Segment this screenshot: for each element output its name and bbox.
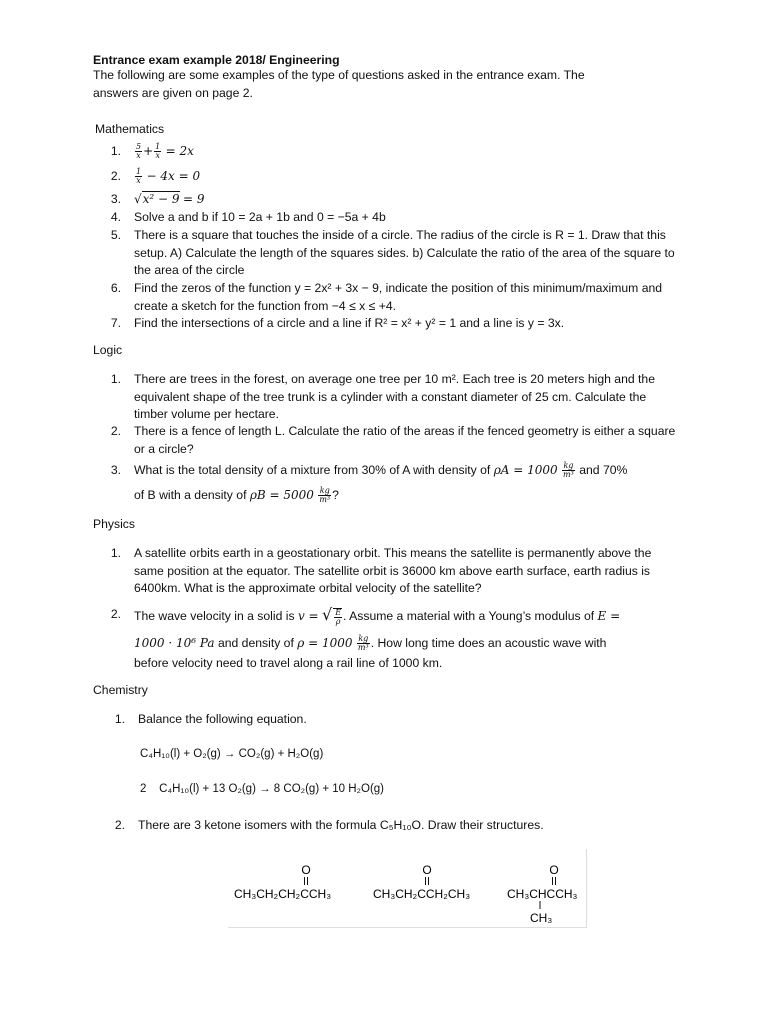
youngs-modulus-symbol: E =	[597, 609, 621, 623]
density-b: ρB = 5000	[249, 488, 314, 502]
oxygen-label: O	[549, 863, 559, 877]
question-text: There are 3 ketone isomers with the formula C₅H₁₀O. Draw their structures.	[138, 818, 544, 832]
unit-kg-per-m3: $\frac{kg}{\text{m³}}$	[357, 634, 369, 653]
radicand: x² − 9	[142, 192, 180, 206]
equation-rhs: = 9	[182, 192, 205, 206]
structure-3-pentanone: CH₃CH₂CCH₂CH₃	[373, 887, 471, 901]
ketone-structures-svg	[228, 849, 586, 927]
oxygen-label: O	[422, 863, 432, 877]
item-number: 6.	[110, 281, 121, 295]
item-number: 1.	[110, 144, 121, 158]
density-value: ρ = 1000	[297, 636, 353, 650]
question-text: Balance the following equation.	[138, 712, 307, 726]
structure-2-pentanone: CH₃CH₂CH₂CCH₃	[234, 887, 332, 901]
question-mark: ?	[332, 488, 339, 502]
question-text-a: What is the total density of a mixture from 30% of A with density of	[134, 463, 494, 477]
question-text-e: before velocity need to travel along a rail line of 1000 km.	[134, 656, 443, 670]
velocity-symbol: v =	[297, 609, 319, 623]
item-number: 1.	[110, 546, 121, 560]
unbalanced-equation: C₄H₁₀(l) + O₂(g) → CO₂(g) + H₂O(g)	[140, 748, 324, 760]
item-number: 5.	[110, 228, 121, 242]
item-number: 2.	[110, 169, 121, 183]
balanced-equation: 2 C₄H₁₀(l) + 13 O₂(g) → 8 CO₂(g) + 10 H₂O(g)	[140, 783, 385, 795]
question-text-c: and density of	[214, 636, 298, 650]
intro-text: The following are some examples of the type of questions asked in the entrance exam. The answers are given on page 2.	[93, 68, 585, 100]
methyl-substituent: CH₃	[530, 911, 553, 925]
page-title: Entrance exam example 2018/ Engineering	[93, 53, 340, 67]
fraction-1-over-x: $\frac{1}{x}$	[155, 142, 161, 161]
item-number: 1.	[114, 712, 125, 726]
question-text: There is a fence of length L. Calculate the ratio of the areas if the fenced geometry is either a square or a circle?	[134, 424, 676, 456]
fraction-5-over-x: $\frac{5}{x}$	[136, 142, 142, 161]
question-text-b: . Assume a material with a Young’s modulus of	[343, 609, 598, 623]
ketone-structures-figure	[228, 849, 587, 928]
section-heading-chemistry: Chemistry	[93, 683, 148, 697]
question-text: Find the zeros of the function y = 2x² + 3x − 9, indicate the position of this minimum/maximum and create a sketch for the function from −4 ≤ x ≤ +4.	[134, 281, 663, 313]
question-text: There are trees in the forest, on average one tree per 10 m². Each tree is 20 meters high and the equivalent shape of the tree trunk is a cylinder with a constant diameter of 25 cm. Calculate the timber volume per hectare.	[134, 372, 655, 421]
question-text-c: of B with a density of	[134, 488, 250, 502]
question-text: There is a square that touches the inside of a circle. The radius of the circle is R = 1. Draw that this setup. A) Calculate the length of the squares sides. b) Calculate the ratio of the area of the square to the area of the circle	[134, 228, 675, 277]
question-text: Solve a and b if 10 = 2a + 1b and 0 = −5a + 4b	[134, 210, 386, 224]
item-number: 7.	[110, 316, 121, 330]
item-number: 2.	[114, 818, 125, 832]
item-number: 3.	[110, 463, 121, 477]
question-text: A satellite orbits earth in a geostationary orbit. This means the satellite is permanently above the same position at the equator. The satellite orbit is 36000 km above earth surface, earth radius is 6400km. What is the approximate orbital velocity of the satellite?	[134, 546, 652, 595]
section-heading-logic: Logic	[93, 343, 123, 357]
structure-3-methyl-2-butanone: CH₃CHCCH₃	[507, 887, 578, 901]
question-text-a: The wave velocity in a solid is	[134, 609, 298, 623]
sqrt-e-over-rho: $\frac{E}{\rho}$	[335, 607, 342, 626]
question-text-b: and 70%	[579, 463, 628, 477]
unit-kg-per-m3: $\frac{kg}{\text{m³}}$	[563, 461, 574, 480]
item-number: 4.	[110, 210, 121, 224]
oxygen-label: O	[301, 863, 311, 877]
question-text-d: . How long time does an acoustic wave with	[370, 636, 607, 650]
youngs-modulus-value: 1000 · 10⁶ Pa	[134, 636, 215, 650]
item-number: 3.	[110, 192, 121, 206]
section-heading-physics: Physics	[93, 517, 135, 531]
equation-rhs: = 2x	[165, 144, 194, 158]
question-text: Find the intersections of a circle and a line if R² = x² + y² = 1 and a line is y = 3x.	[134, 316, 565, 330]
section-heading-mathematics: Mathematics	[95, 122, 165, 136]
unit-kg-per-m3: $\frac{kg}{\text{m³}}$	[319, 486, 331, 505]
item-number: 1.	[110, 372, 121, 386]
item-number: 2.	[110, 607, 121, 621]
density-a: ρA = 1000	[493, 463, 558, 477]
item-number: 2.	[110, 424, 121, 438]
fraction-1-over-x: $\frac{1}{x}$	[136, 167, 142, 186]
equation-rhs: − 4x = 0	[146, 169, 201, 183]
